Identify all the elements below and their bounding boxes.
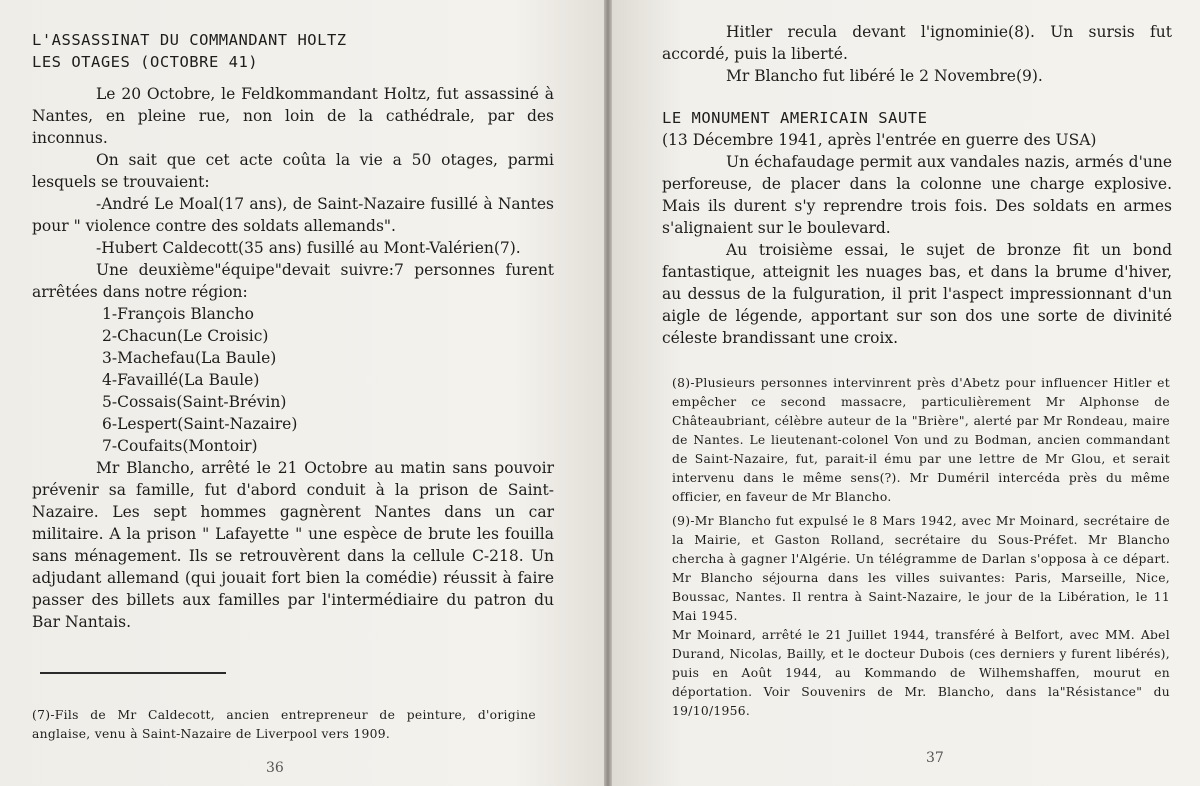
- paragraph: Un échafaudage permit aux vandales nazis, armés d'une perforeuse, de placer dans la colonne une charge explosive. Mais ils durent s'y reprendre trois fois. Des soldats en armes s'alignaient sur le boulevard.: [662, 153, 1172, 237]
- paragraph: -Hubert Caldecott(35 ans) fusillé au Mont-Valérien(7).: [96, 239, 521, 257]
- list-item: 3-Machefau(La Baule): [102, 349, 277, 367]
- page-number: 36: [266, 760, 284, 776]
- paragraph: Le 20 Octobre, le Feldkommandant Holtz, fut assassiné à Nantes, en pleine rue, non loin de la cathédrale, par des inconnus.: [32, 85, 554, 147]
- paragraph: Une deuxième"équipe"devait suivre:7 personnes furent arrêtées dans notre région:: [32, 261, 554, 301]
- heading-line: L'ASSASSINAT DU COMMANDANT HOLTZ: [32, 31, 347, 49]
- footnote: (9)-Mr Blancho fut expulsé le 8 Mars 1942, avec Mr Moinard, secrétaire de la Mairie, et Gaston Rolland, secrétaire du Sous-Préfet. Mr Blancho chercha à gagner l'Algérie. Un télégramme de Darlan s'opposa à ce départ. Mr Blancho séjourna dans les villes suivantes: Paris, Marseille, Nice, Boussac, Nantes. Il rentra à Saint-Nazaire, le jour de la Libération, le 11 Mai 1945.: [672, 514, 1170, 623]
- page-number: 37: [926, 750, 944, 766]
- footnote-rule: [40, 672, 226, 674]
- left-body-text: [32, 83, 554, 633]
- paragraph: Mr Blancho fut libéré le 2 Novembre(9).: [726, 67, 1043, 85]
- section-subheading: (13 Décembre 1941, après l'entrée en guerre des USA): [662, 131, 1097, 149]
- paragraph: Hitler recula devant l'ignominie(8). Un sursis fut accordé, puis la liberté.: [662, 23, 1172, 63]
- right-body-top: [662, 21, 1172, 87]
- hostage-list: [32, 303, 554, 457]
- footnote-9: [672, 512, 1170, 721]
- footnote: (8)-Plusieurs personnes intervinrent près d'Abetz pour influencer Hitler et empêcher ce second massacre, particulièrement Mr Alphonse de Châteaubriant, célèbre auteur de la "Brière", alerté par Mr Rondeau, maire de Nantes. Le lieutenant-colonel Von und zu Bodman, ancien commandant de Saint-Nazaire, fut, parait-il ému par une lettre de Mr Glou, et serait intervenu dans le même sens(?). Mr Duméril intercéda près du même officier, en faveur de Mr Blancho.: [672, 376, 1170, 504]
- list-item: 7-Coufaits(Montoir): [102, 437, 258, 455]
- right-body-text: [662, 129, 1172, 349]
- chapter-heading: [32, 29, 472, 73]
- paragraph: -André Le Moal(17 ans), de Saint-Nazaire fusillé à Nantes pour " violence contre des soldats allemands".: [32, 195, 554, 235]
- footnote: Mr Moinard, arrêté le 21 Juillet 1944, transféré à Belfort, avec MM. Abel Durand, Nicolas, Bailly, et le docteur Dubois (ces derniers y furent libérés), puis en Août 1944, au Kommando de Wilhemshaffen, mourut en déportation. Voir Souvenirs de Mr. Blancho, dans la"Résistance" du 19/10/1956.: [672, 628, 1170, 718]
- list-item: 5-Cossais(Saint-Brévin): [102, 393, 287, 411]
- section-heading: LE MONUMENT AMERICAIN SAUTE: [662, 109, 928, 127]
- list-item: 6-Lespert(Saint-Nazaire): [102, 415, 298, 433]
- list-item: 2-Chacun(Le Croisic): [102, 327, 269, 345]
- paragraph: On sait que cet acte coûta la vie a 50 otages, parmi lesquels se trouvaient:: [32, 151, 554, 191]
- footnote: (7)-Fils de Mr Caldecott, ancien entrepreneur de peinture, d'origine anglaise, venu à Saint-Nazaire de Liverpool vers 1909.: [32, 708, 536, 741]
- footnote-8: [672, 374, 1170, 507]
- list-item: 4-Favaillé(La Baule): [102, 371, 260, 389]
- right-page: [612, 0, 1200, 786]
- heading-line: LES OTAGES (OCTOBRE 41): [32, 53, 259, 71]
- paragraph: Au troisième essai, le sujet de bronze fit un bond fantastique, atteignit les nuages bas, et dans la brume d'hiver, au dessus de la fulguration, il prit l'aspect impressionnant d'un aigle de légende, apportant sur son dos une sorte de divinité céleste brandissant une croix.: [662, 241, 1172, 347]
- book-gutter: [604, 0, 612, 786]
- paragraph: Mr Blancho, arrêté le 21 Octobre au matin sans pouvoir prévenir sa famille, fut d'abord conduit à la prison de Saint-Nazaire. Les sept hommes gagnèrent Nantes dans un car militaire. A la prison " Lafayette " une espèce de brute les fouilla sans ménagement. Ils se retrouvèrent dans la cellule C-218. Un adjudant allemand (qui jouait fort bien la comédie) réussit à faire passer des billets aux familles par l'intermédiaire du patron du Bar Nantais.: [32, 459, 554, 631]
- list-item: 1-François Blancho: [102, 305, 254, 323]
